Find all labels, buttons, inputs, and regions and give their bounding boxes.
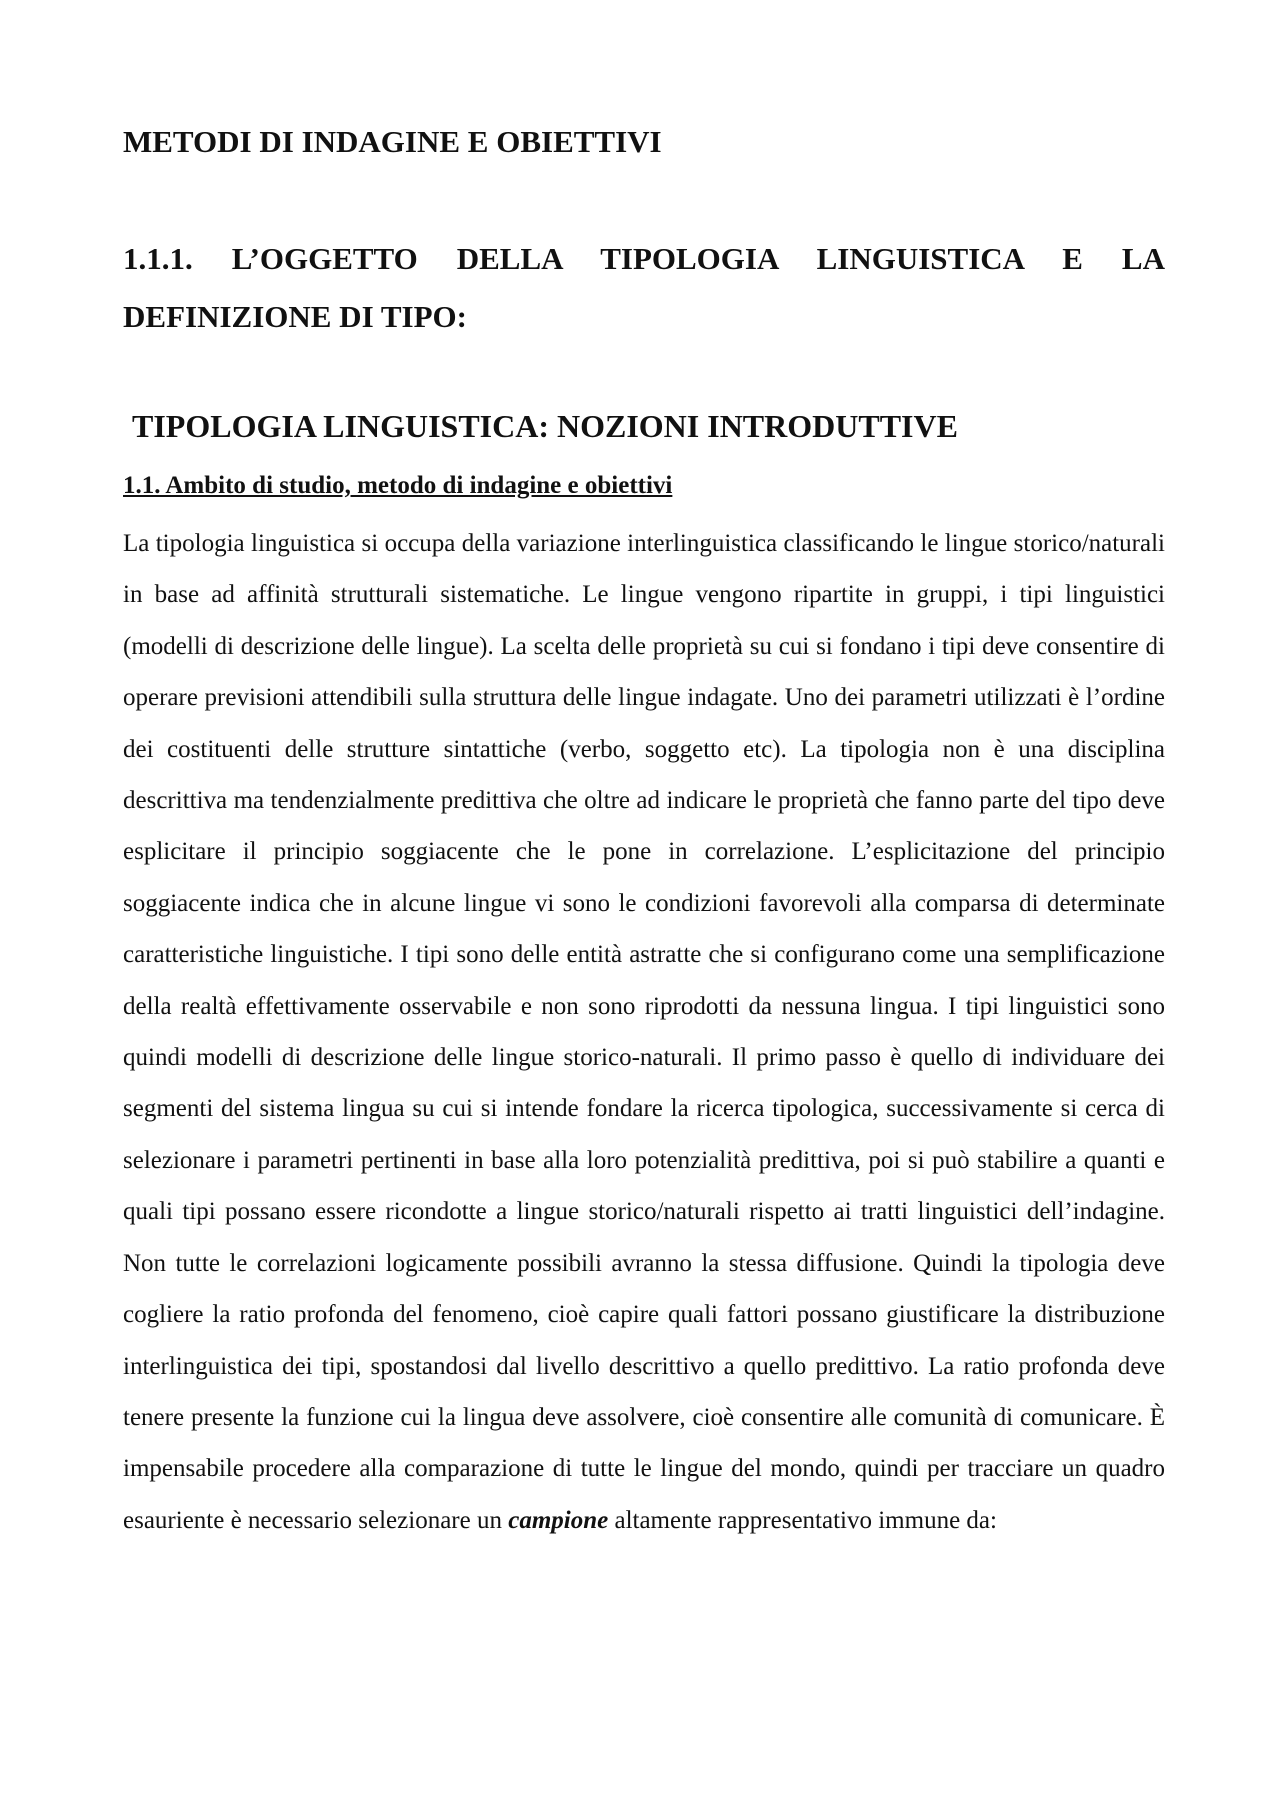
paragraph-tail-text: altamente rappresentativo immune da: [608,1506,997,1534]
emphasis-word: campione [508,1506,609,1534]
chapter-heading: TIPOLOGIA LINGUISTICA: NOZIONI INTRODUTTIVE [132,408,958,444]
subsection-heading: 1.1. Ambito di studio, metodo di indagine e obiettivi [123,472,673,499]
paragraph-main-text: La tipologia linguistica si occupa della variazione interlinguistica classificando le lingue storico/naturali in base ad affinità strutturali sistematiche. Le lingue vengono ripartite in gruppi, i tipi linguistici (modelli di descrizione delle lingue). La scelta delle proprietà su cui si fondano i tipi deve consentire di operare previsioni attendibili sulla struttura delle lingue indagate. Uno dei parametri utilizzati è l’ordine dei costituenti delle strutture sintattiche (verbo, soggetto etc). La tipologia non è una disciplina descrittiva ma tendenzialmente predittiva che oltre ad indicare le proprietà che fanno parte del tipo deve esplicitare il principio soggiacente che le pone in correlazione. L’esplicitazione del principio soggiacente indica che in alcune lingue vi sono le condizioni favorevoli alla comparsa di determinate caratteristiche linguistiche. I tipi sono delle entità astratte che si configurano come una semplificazione della realtà effettivamente osservabile e non sono riprodotti da nessuna lingua. I tipi linguistici sono quindi modelli di descrizione delle lingue storico-naturali. Il primo passo è quello di individuare dei segmenti del sistema lingua su cui si intende fondare la ricerca tipologica, successivamente si cerca di selezionare i parametri pertinenti in base alla loro potenzialità predittiva, poi si può stabilire a quanti e quali tipi possano essere ricondotte a lingue storico/naturali rispetto ai tratti linguistici dell’indagine. Non tutte le correlazioni logicamente possibili avranno la stessa diffusione. Quindi la tipologia deve cogliere la ratio profonda del fenomeno, cioè capire quali fattori possano giustificare la distribuzione interlinguistica dei tipi, spostandosi dal livello descrittivo a quello predittivo. La ratio profonda deve tenere presente la funzione cui la lingua deve assolvere, cioè consentire alle comunità di comunicare. È impensabile procedere alla comparazione di tutte le lingue del mondo, quindi per tracciare un quadro esauriente è necessario selezionare un [123,530,1165,1534]
section-heading: 1.1.1. L’OGGETTO DELLA TIPOLOGIA LINGUISTICA E LA DEFINIZIONE DI TIPO: [123,241,1165,334]
body-paragraph [123,518,1165,1546]
document-title: METODI DI INDAGINE E OBIETTIVI [123,124,662,159]
